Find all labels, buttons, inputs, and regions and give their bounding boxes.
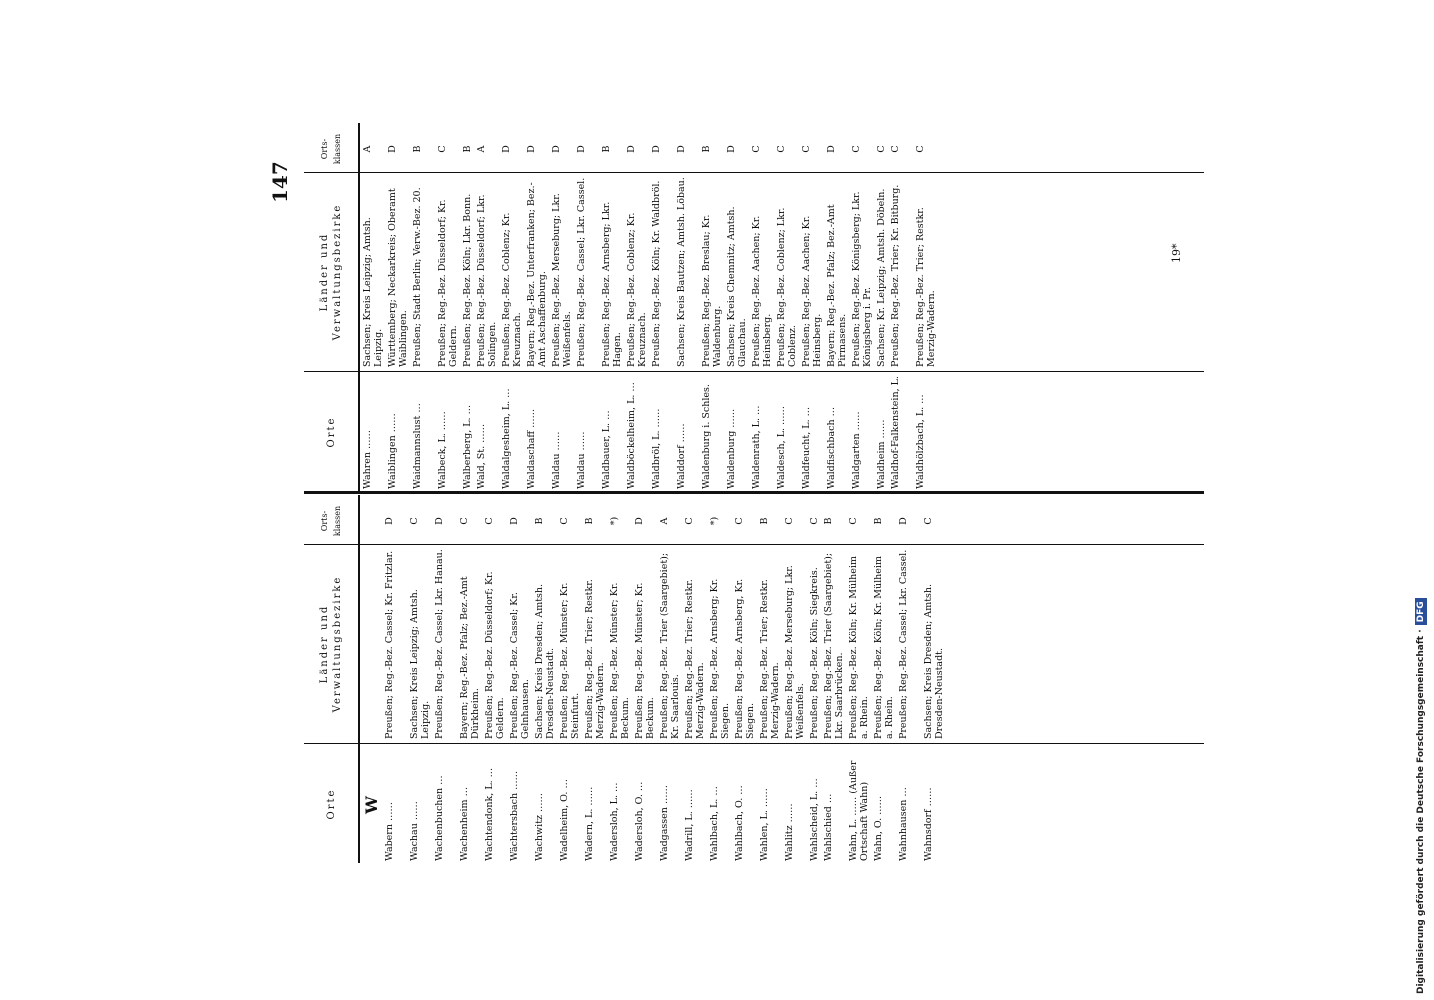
locality-class: *) (609, 516, 620, 526)
header-klassen: Orts-klassen (320, 505, 342, 537)
administrative-district: Sachsen; Kr. Leipzig; Amtsh. Döbeln. (876, 188, 887, 367)
place-name: Waldenburg i. Schles. (701, 384, 712, 489)
administrative-district: Preußen; Reg.-Bez. Münster; Kr. Beckum. (609, 582, 631, 739)
administrative-district: Preußen; Reg.-Bez. Trier; Restkr. Merzig-Wadern. (684, 579, 706, 739)
administrative-district: Preußen; Reg.-Bez. Breslau; Kr. Waldenburg. (701, 214, 723, 367)
administrative-district: Preußen; Reg.-Bez. Aachen; Kr. Heinsberg. (751, 215, 773, 367)
locality-class: B (412, 145, 423, 153)
section-letter: W (362, 796, 381, 814)
place-name: Wahnsdorf …… (923, 787, 934, 861)
place-name: Wadern, L. …… (584, 786, 595, 861)
locality-class: C (559, 517, 570, 525)
header-laender: Länder und Verwaltungsbezirke (319, 203, 343, 341)
center-rule (304, 491, 1204, 494)
place-name: Waldalgesheim, L. … (501, 388, 512, 489)
place-name: Waldgarten …… (851, 411, 862, 489)
administrative-district: Preußen; Reg.-Bez. Cassel; Kr. Gelnhausen. (509, 592, 531, 739)
place-name: Walddorf …… (676, 423, 687, 489)
locality-class: C (876, 145, 887, 153)
place-name: Waldaschaff …… (526, 408, 537, 489)
place-name: Waldau …… (576, 431, 587, 489)
locality-class: B (823, 517, 834, 525)
locality-class: D (526, 145, 537, 153)
table-row (476, 123, 501, 491)
administrative-district: Preußen; Reg.-Bez. Aachen; Kr. Heinsberg. (801, 215, 823, 367)
administrative-district: Preußen; Reg.-Bez. Trier (Saargebiet); Lkr. Saarbrücken. (823, 552, 845, 739)
table-row (409, 495, 434, 863)
locality-class: C (851, 145, 862, 153)
administrative-district: Preußen; Reg.-Bez. Arnsberg, Kr. Siegen. (734, 578, 756, 739)
place-name: Waldböckelheim, L. … (626, 382, 637, 489)
place-name: Wahlbach, O. … (734, 785, 745, 861)
administrative-district: Preußen; Reg.-Bez. Cassel; Lkr. Hanau. (434, 549, 445, 739)
locality-class: B (534, 517, 545, 525)
table-row (801, 123, 826, 491)
table-row (384, 495, 409, 863)
table-row (362, 123, 387, 491)
administrative-district: Preußen; Reg.-Bez. Coblenz; Kr. Kreuznach. (626, 212, 648, 367)
place-name: Waldenrath, L. … (751, 405, 762, 489)
administrative-district: Preußen; Reg.-Bez. Coblenz; Kr. Kreuznach. (501, 212, 523, 367)
table-row (559, 495, 584, 863)
register-table (304, 123, 1204, 863)
dfg-logo: DFG (1415, 598, 1427, 625)
table-row (659, 495, 684, 863)
locality-class: C (437, 145, 448, 153)
locality-class: D (501, 145, 512, 153)
right-table-body (362, 123, 940, 491)
table-row (526, 123, 551, 491)
administrative-district: Sachsen; Kreis Dresden; Amtsh. Dresden-Neustadt. (534, 583, 556, 739)
place-name: Wahnhausen … (898, 787, 909, 861)
administrative-district: Preußen; Reg.-Bez. Merseburg; Lkr. Weißenfels. (784, 565, 806, 739)
table-row (462, 123, 476, 491)
locality-class: C (409, 517, 420, 525)
locality-class: D (626, 145, 637, 153)
administrative-district: Bayern; Reg.-Bez. Unterfranken; Bez.-Amt Aschaffenburg. (526, 182, 548, 367)
administrative-district: Sachsen; Kreis Chemnitz; Amtsh. Glauchau. (726, 206, 748, 367)
locality-class: B (873, 517, 884, 525)
right-table (304, 123, 1204, 491)
table-row (709, 495, 734, 863)
locality-class: A (659, 517, 670, 525)
place-name: Waldau …… (551, 431, 562, 489)
table-row (751, 123, 776, 491)
table-row (387, 123, 412, 491)
administrative-district: Preußen; Reg.-Bez. Arnsberg; Kr. Siegen. (709, 578, 731, 739)
table-row (848, 495, 873, 863)
administrative-district: Württemberg; Neckarkreis; Oberamt Waiblingen. (387, 188, 409, 367)
table-row (534, 495, 559, 863)
left-table (304, 495, 1204, 863)
administrative-district: Preußen; Reg.-Bez. Merseburg; Lkr. Weißenfels. (551, 193, 573, 367)
administrative-district: Preußen; Reg.-Bez. Königsberg; Lkr. Königsberg i. Pr. (851, 191, 873, 367)
table-row (923, 495, 948, 863)
locality-class: B (701, 145, 712, 153)
locality-class: C (890, 145, 901, 153)
table-row (823, 495, 848, 863)
place-name: Waldbauer, L. … (601, 410, 612, 489)
place-name: Wadgassen …… (659, 785, 670, 861)
administrative-district: Bayern; Reg.-Bez. Pfalz; Bez.-Amt Dürkheim. (459, 576, 481, 739)
table-row (873, 495, 898, 863)
place-name: Wald, St. …… (476, 423, 487, 489)
dfg-credit (1412, 6, 1430, 994)
left-table-body (362, 495, 948, 863)
dfg-sidebar (1412, 6, 1430, 994)
administrative-district: Preußen; Stadt Berlin; Verw.-Bez. 20. (412, 187, 423, 367)
administrative-district: Preußen; Reg.-Bez. Düsseldorf; Lkr. Solingen. (476, 194, 498, 367)
place-name: Wachtendonk, L. … (484, 767, 495, 861)
rotated-table-region (254, 117, 1206, 883)
locality-class: C (734, 517, 745, 525)
locality-class: D (676, 145, 687, 153)
page-content (254, 117, 1206, 883)
signature-mark: 19* (1170, 243, 1183, 263)
locality-class: C (801, 145, 812, 153)
table-row (851, 123, 876, 491)
administrative-district: Preußen; Reg.-Bez. Köln; Siegkreis. (809, 567, 820, 739)
locality-class: D (826, 145, 837, 153)
table-row (584, 495, 609, 863)
table-row (876, 123, 890, 491)
locality-class: D (509, 517, 520, 525)
table-row (776, 123, 801, 491)
place-name: Wadrill, L. …… (684, 789, 695, 861)
administrative-district: Preußen; Reg.-Bez. Köln; Kr. Mülheim a. Rhein. (873, 556, 895, 739)
administrative-district: Bayern; Reg.-Bez. Pfalz; Bez.-Amt Pirmasens. (826, 204, 848, 367)
place-name: Wahn, O. …… (873, 795, 884, 861)
administrative-district: Preußen; Reg.-Bez. Köln; Kr. Mülheim a. Rhein. (848, 556, 870, 739)
table-row (759, 495, 784, 863)
table-row (651, 123, 676, 491)
place-name: Wahlen, L. …… (759, 788, 770, 861)
administrative-district: Preußen; Reg.-Bez. Arnsberg; Lkr. Hagen. (601, 201, 623, 367)
locality-class: C (751, 145, 762, 153)
place-name: Wabern …… (384, 802, 395, 861)
locality-class: C (459, 517, 470, 525)
table-row (412, 123, 437, 491)
locality-class: A (362, 145, 373, 153)
locality-class: C (776, 145, 787, 153)
table-row (676, 123, 701, 491)
locality-class: *) (709, 516, 720, 526)
place-name: Waldesch, L. …… (776, 405, 787, 489)
table-row (809, 495, 823, 863)
section-row (362, 495, 384, 863)
place-name: Wahlschied … (823, 793, 834, 861)
header-laender: Länder und Verwaltungsbezirke (319, 575, 343, 713)
administrative-district: Sachsen; Kreis Leipzig; Amtsh. Leipzig. (362, 217, 384, 367)
administrative-district: Preußen; Reg.-Bez. Düsseldorf; Kr. Geldern. (437, 199, 459, 367)
locality-class: C (923, 517, 934, 525)
locality-class: C (848, 517, 859, 525)
locality-class: B (462, 145, 473, 153)
place-name: Wachau …… (409, 801, 420, 861)
locality-class: D (634, 517, 645, 525)
table-row (601, 123, 626, 491)
place-name: Waldenburg …… (726, 408, 737, 489)
place-name: Waidmannslust … (412, 403, 423, 489)
place-name: Wadelheim, O. … (559, 779, 570, 861)
table-row (684, 495, 709, 863)
locality-class: D (387, 145, 398, 153)
place-name: Waldhölzbach, L. … (915, 394, 926, 489)
administrative-district: Preußen; Reg.-Bez. Cassel; Lkr. Cassel. (576, 177, 587, 367)
table-row (784, 495, 809, 863)
table-row (898, 495, 923, 863)
locality-class: D (898, 517, 909, 525)
administrative-district: Sachsen; Kreis Leipzig; Amtsh. Leipzig. (409, 589, 431, 739)
locality-class: C (809, 517, 820, 525)
administrative-district: Sachsen; Kreis Dresden; Amtsh. Dresden-Neustadt. (923, 583, 945, 739)
administrative-district: Preußen; Reg.-Bez. Münster; Kr. Beckum. (634, 582, 656, 739)
place-name: Wächtersbach …… (509, 770, 520, 861)
table-row (576, 123, 601, 491)
table-row (634, 495, 659, 863)
locality-class: D (576, 145, 587, 153)
table-row (734, 495, 759, 863)
locality-class: B (601, 145, 612, 153)
administrative-district: Preußen; Reg.-Bez. Düsseldorf; Kr. Geldern. (484, 571, 506, 739)
administrative-district: Preußen; Reg.-Bez. Trier (Saargebiet); Kr. Saarlouis. (659, 552, 681, 739)
table-row (501, 123, 526, 491)
administrative-district: Preußen; Reg.-Bez. Cassel; Lkr. Cassel. (898, 549, 909, 739)
dfg-credit-text: Digitalisierung gefördert durch die Deutsche Forschungsgemeinschaft · (1416, 629, 1426, 994)
place-name: Wahren …… (362, 429, 373, 489)
locality-class: D (384, 517, 395, 525)
place-name: Waldfeucht, L. … (801, 406, 812, 489)
locality-class: C (915, 145, 926, 153)
locality-class: B (759, 517, 770, 525)
table-row (484, 495, 509, 863)
header-orte: Orte (325, 416, 337, 448)
table-row (626, 123, 651, 491)
table-row (890, 123, 915, 491)
place-name: Walberberg, L. … (462, 404, 473, 489)
locality-class: D (651, 145, 662, 153)
administrative-district: Preußen; Reg.-Bez. Coblenz; Lkr. Coblenz. (776, 207, 798, 367)
administrative-district: Sachsen; Kreis Bautzen; Amtsh. Löbau. (676, 177, 687, 367)
place-name: Wadersloh, O. … (634, 781, 645, 861)
table-row (551, 123, 576, 491)
locality-class: D (434, 517, 445, 525)
administrative-district: Preußen; Reg.-Bez. Trier; Restkr. Merzig-Wadern. (584, 579, 606, 739)
place-name: Waldfischbach … (826, 406, 837, 489)
place-name: Waldheim …… (876, 419, 887, 489)
place-name: Wachenbuchen … (434, 775, 445, 861)
table-row (459, 495, 484, 863)
place-name: Wachwitz …… (534, 792, 545, 861)
locality-class: C (784, 517, 795, 525)
header-klassen: Orts-klassen (320, 133, 342, 165)
place-name: Waldbröl, L. …… (651, 408, 662, 489)
place-name: Wadersloh, L. … (609, 782, 620, 861)
place-name: Wahlscheid, L. … (809, 778, 820, 861)
administrative-district: Preußen; Reg.-Bez. Münster; Kr. Steinfurt. (559, 582, 581, 739)
locality-class: C (484, 517, 495, 525)
left-table-header (304, 495, 360, 863)
table-row (437, 123, 462, 491)
locality-class: B (584, 517, 595, 525)
table-row (726, 123, 751, 491)
place-name: Walbeck, L. …… (437, 411, 448, 489)
table-row (434, 495, 459, 863)
table-row (509, 495, 534, 863)
administrative-district: Preußen; Reg.-Bez. Trier; Restkr. Merzig-Wadern. (915, 207, 937, 367)
administrative-district: Preußen; Reg.-Bez. Cassel; Kr. Fritzlar. (384, 550, 395, 739)
locality-class: D (551, 145, 562, 153)
locality-class: D (726, 145, 737, 153)
administrative-district: Preußen; Reg.-Bez. Trier; Kr. Bitburg. (890, 184, 901, 367)
administrative-district: Preußen; Reg.-Bez. Trier; Restkr. Merzig-Wadern. (759, 579, 781, 739)
header-orte: Orte (325, 788, 337, 820)
table-row (701, 123, 726, 491)
place-name: Wahlitz …… (784, 803, 795, 861)
place-name: Wahlbach, L. … (709, 786, 720, 861)
table-row (915, 123, 940, 491)
administrative-district: Preußen; Reg.-Bez. Köln; Lkr. Bonn. (462, 193, 473, 367)
page-number: 147 (268, 161, 292, 203)
locality-class: C (684, 517, 695, 525)
place-name: Waldhof-Falkenstein, L. (890, 376, 901, 489)
place-name: Wachenheim … (459, 786, 470, 861)
administrative-district: Preußen; Reg.-Bez. Köln; Kr. Waldbröl. (651, 180, 662, 367)
place-name: Wahn, L. …… (Außer Ortschaft Wahn) (848, 760, 870, 861)
right-table-header (304, 123, 360, 491)
locality-class: A (476, 145, 487, 153)
place-name: Waiblingen …… (387, 413, 398, 489)
table-row (826, 123, 851, 491)
table-row (609, 495, 634, 863)
